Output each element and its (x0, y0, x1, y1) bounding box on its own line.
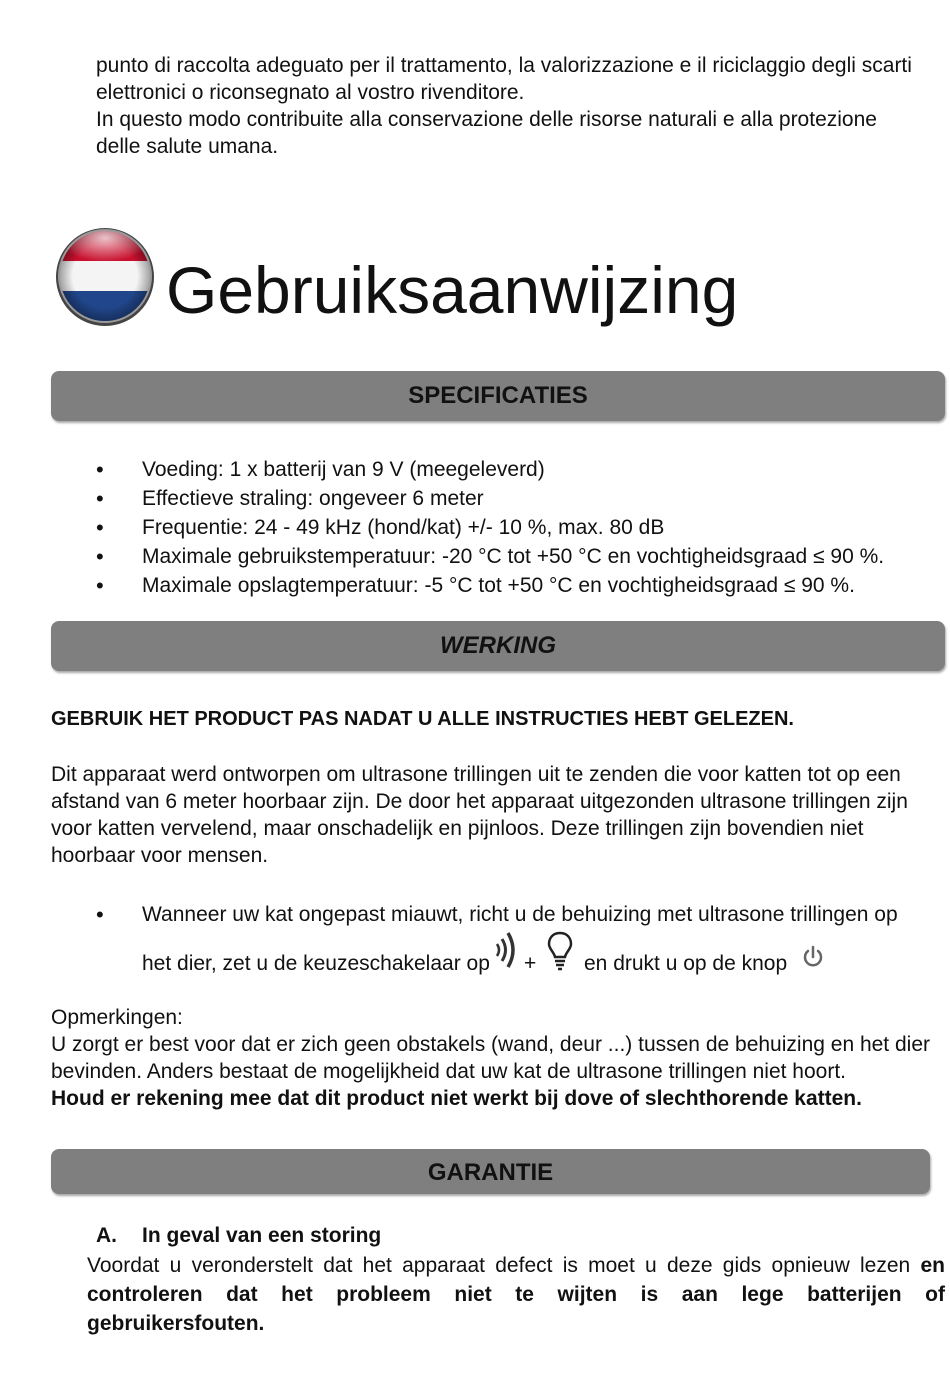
paragraph-line: Dit apparaat werd ontworpen om ultrasone trillingen uit te zenden die voor katten tot op een (51, 763, 901, 786)
bullet: • (96, 573, 104, 598)
power-icon (802, 945, 824, 969)
instruction-line: en drukt u op de knop (584, 952, 788, 975)
intro-line: In questo modo contribuite alla conservazione delle risorse naturali e alla protezione (96, 108, 877, 131)
section-bar-garantie (51, 1149, 930, 1194)
warning-text: GEBRUIK HET PRODUCT PAS NADAT U ALLE INSTRUCTIES HEBT GELEZEN. (51, 708, 794, 730)
subsection-letter: A. (96, 1224, 117, 1247)
list-item (96, 513, 936, 542)
subsection-title: In geval van een storing (142, 1224, 382, 1247)
paragraph-line: afstand van 6 meter hoorbaar zijn. De door het apparaat uitgezonden ultrasone trillingen zijn (51, 790, 908, 813)
bullet: • (96, 544, 104, 569)
list-item (96, 571, 936, 600)
section-title: GARANTIE (427, 1159, 554, 1186)
list-item (96, 455, 936, 484)
list-item (96, 542, 936, 571)
light-bulb-icon (547, 931, 573, 973)
paragraph-line: voor katten vervelend, maar onschadelijk en pijnloos. Deze trillingen zijn bovendien niet (51, 817, 864, 840)
intro-line: elettronici o riconsegnato al vostro rivenditore. (96, 81, 525, 104)
paragraph-bold-text: en (920, 1254, 945, 1277)
instruction-line: het dier, zet u de keuzeschakelaar op (142, 952, 490, 975)
spec-item: Frequentie: 24 - 49 kHz (hond/kat) +/- 10 %, max. 80 dB (142, 516, 665, 539)
section-bar-specificaties (51, 371, 945, 421)
instruction-item (96, 900, 946, 980)
page-title: Gebruiksaanwijzing (166, 253, 739, 327)
ultrasonic-waves-icon (493, 930, 521, 970)
spec-item: Maximale opslagtemperatuur: -5 °C tot +50 °C en vochtigheidsgraad ≤ 90 %. (142, 574, 855, 597)
list-item (96, 484, 936, 513)
paragraph-line: gebruikersfouten. (87, 1312, 265, 1335)
paragraph-line: controleren dat het probleem niet te wijten is aan lege batterijen of (87, 1283, 945, 1306)
spec-item: Effectieve straling: ongeveer 6 meter (142, 487, 484, 510)
intro-text (96, 52, 946, 160)
bullet: • (96, 486, 104, 511)
paragraph-text: Voordat u veronderstelt dat het apparaat defect is moet u deze gids opnieuw lezen (87, 1254, 911, 1277)
section-title: WERKING (440, 632, 556, 659)
paragraph-line (87, 1251, 945, 1280)
garantie-paragraph (87, 1251, 945, 1338)
remarks-block (51, 1004, 948, 1112)
paragraph-line: hoorbaar voor mensen. (51, 844, 269, 867)
spec-item: Maximale gebruikstemperatuur: -20 °C tot +50 °C en vochtigheidsgraad ≤ 90 %. (142, 545, 885, 568)
description-paragraph (51, 761, 946, 869)
intro-line: delle salute umana. (96, 135, 279, 158)
section-title: SPECIFICATIES (408, 382, 588, 409)
bullet: • (96, 902, 104, 927)
bullet: • (96, 457, 104, 482)
remarks-bold-line: Houd er rekening mee dat dit product niet werkt bij dove of slechthorende katten. (51, 1087, 862, 1110)
bullet: • (96, 515, 104, 540)
remarks-label: Opmerkingen: (51, 1006, 183, 1029)
section-bar-werking (51, 621, 945, 671)
netherlands-flag-icon (55, 224, 155, 328)
remarks-line: bevinden. Anders bestaat de mogelijkheid dat uw kat de ultrasone trillingen niet hoort. (51, 1060, 847, 1083)
spec-item: Voeding: 1 x batterij van 9 V (meegeleverd) (142, 458, 545, 481)
intro-line: punto di raccolta adeguato per il trattamento, la valorizzazione e il riciclaggio degli scarti (96, 54, 912, 77)
remarks-line: U zorgt er best voor dat er zich geen obstakels (wand, deur ...) tussen de behuizing en het dier (51, 1033, 930, 1056)
plus-sign: + (524, 952, 537, 975)
specs-list (96, 455, 936, 600)
instruction-line: Wanneer uw kat ongepast miauwt, richt u de behuizing met ultrasone trillingen op (142, 903, 898, 926)
subsection-heading (96, 1222, 382, 1250)
